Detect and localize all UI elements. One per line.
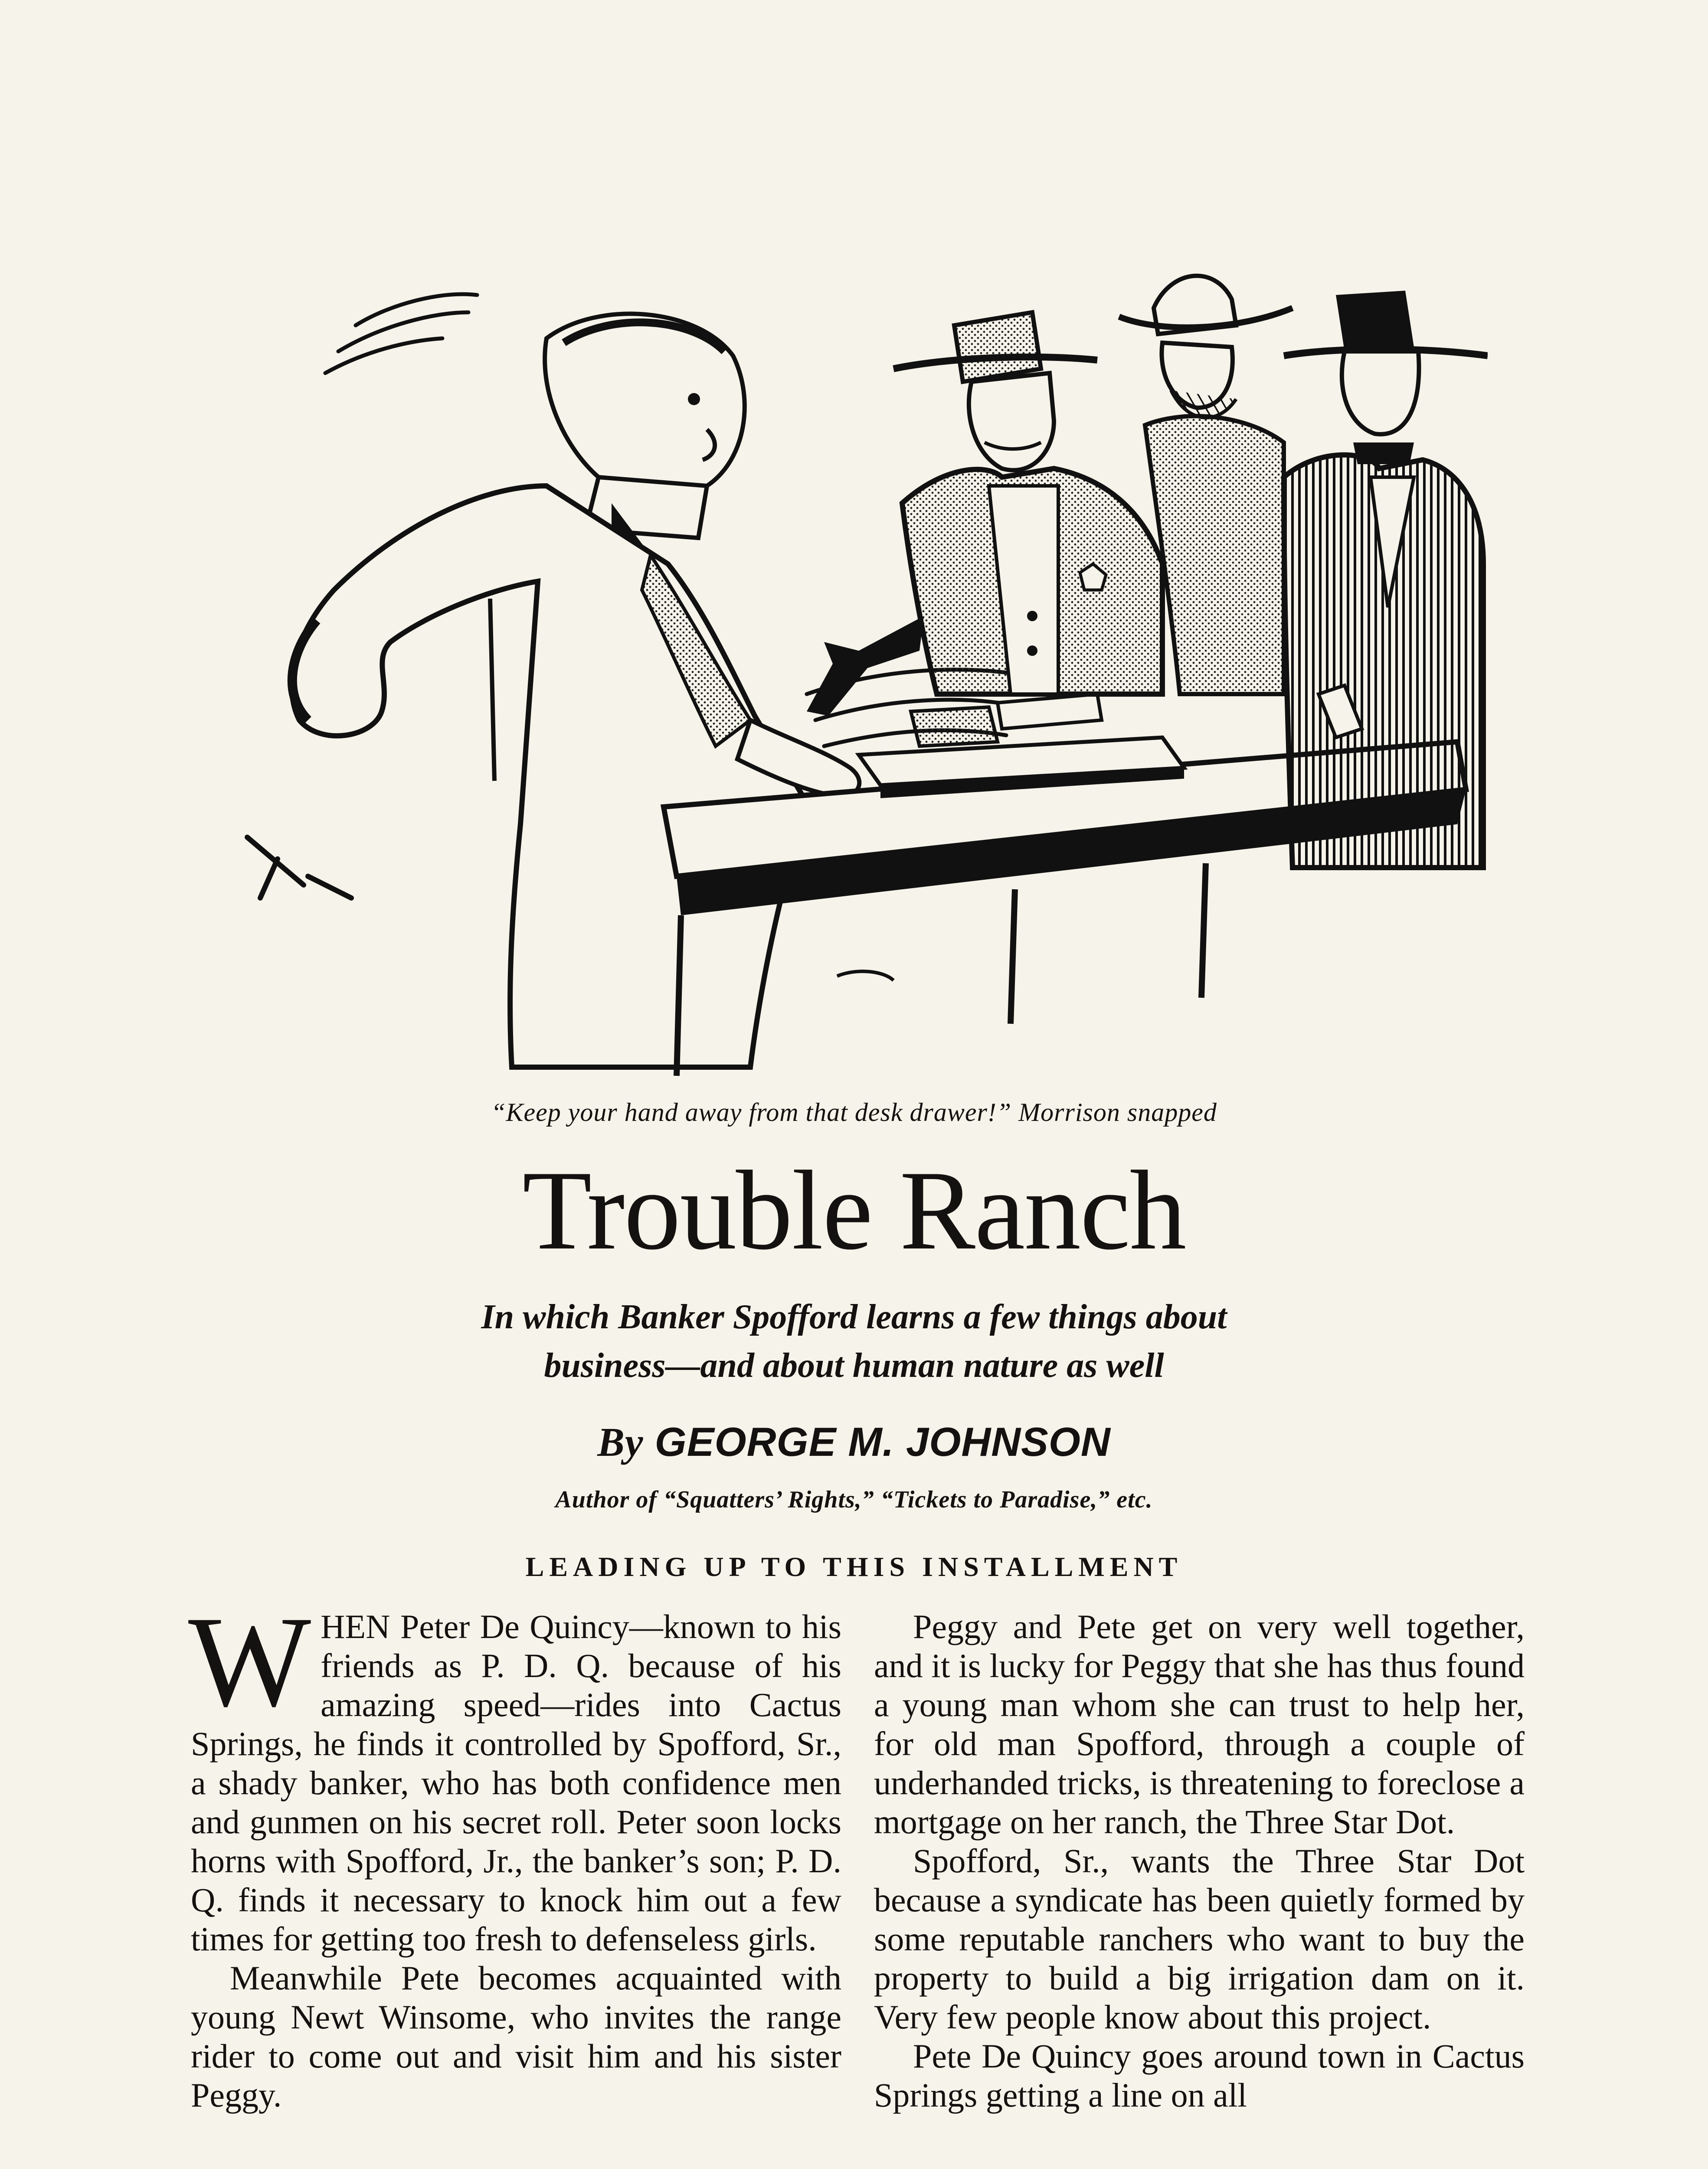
subtitle-line-2: business—and about human nature as well [544, 1347, 1164, 1385]
deputy-figure [1284, 291, 1488, 868]
byline-by: By [597, 1420, 644, 1465]
byline [0, 1419, 1708, 1466]
right-paragraph-1: Peggy and Pete get on very well together, and it is lucky for Peggy that she has thus found a young man whom she can trust to help her, for old man Spofford, through a couple of underhanded tricks, is threatening to foreclose a mortgage on her ranch, the Three Star Dot. [874, 1608, 1525, 1841]
story-title: Trouble Ranch [522, 1147, 1186, 1273]
right-paragraph-2: Spofford, Sr., wants the Three Star Dot because a syndicate has been quietly formed by some reputable ranchers who want to buy the property to build a big irrigation dam on it. Very few people know about this project. [874, 1842, 1525, 2036]
subtitle-line-1: In which Banker Spofford learns a few things about [481, 1298, 1227, 1336]
story-subtitle [0, 1293, 1708, 1390]
author-name: GEORGE M. JOHNSON [654, 1419, 1111, 1465]
left-paragraph-1-text: HEN Peter De Quincy—known to his friends as P. D. Q. because of his amazing speed—rides into Cactus Springs, he finds it controlled by Spofford, Sr., a shady banker, who has both confidence men and gunmen on his secret roll. Peter soon locks horns with Spofford, Jr., the banker’s son; P. D. Q. finds it necessary to knock him out a few times for getting too fresh to defenseless girls. [191, 1608, 841, 1958]
sheriff-figure [807, 312, 1162, 716]
left-paragraph-1 [188, 1589, 841, 1959]
right-column [874, 1607, 1525, 2115]
left-paragraph-2: Meanwhile Pete becomes acquainted with young Newt Winsome, who invites the range rider to come out and visit him and his sister Peggy. [191, 1959, 841, 2114]
author-credits: Author of “Squatters’ Rights,” “Tickets to Paradise,” etc. [555, 1486, 1153, 1513]
left-column [188, 1589, 841, 2115]
section-heading: LEADING UP TO THIS INSTALLMENT [525, 1551, 1183, 1582]
story-illustration [208, 260, 1488, 1080]
right-paragraph-3: Pete De Quincy goes around town in Cactus Springs getting a line on all [874, 2037, 1525, 2114]
drop-cap: W [188, 1589, 311, 1733]
illustration-caption: “Keep your hand away from that desk drawer!” Morrison snapped [491, 1098, 1217, 1127]
banker-figure [247, 314, 859, 1067]
